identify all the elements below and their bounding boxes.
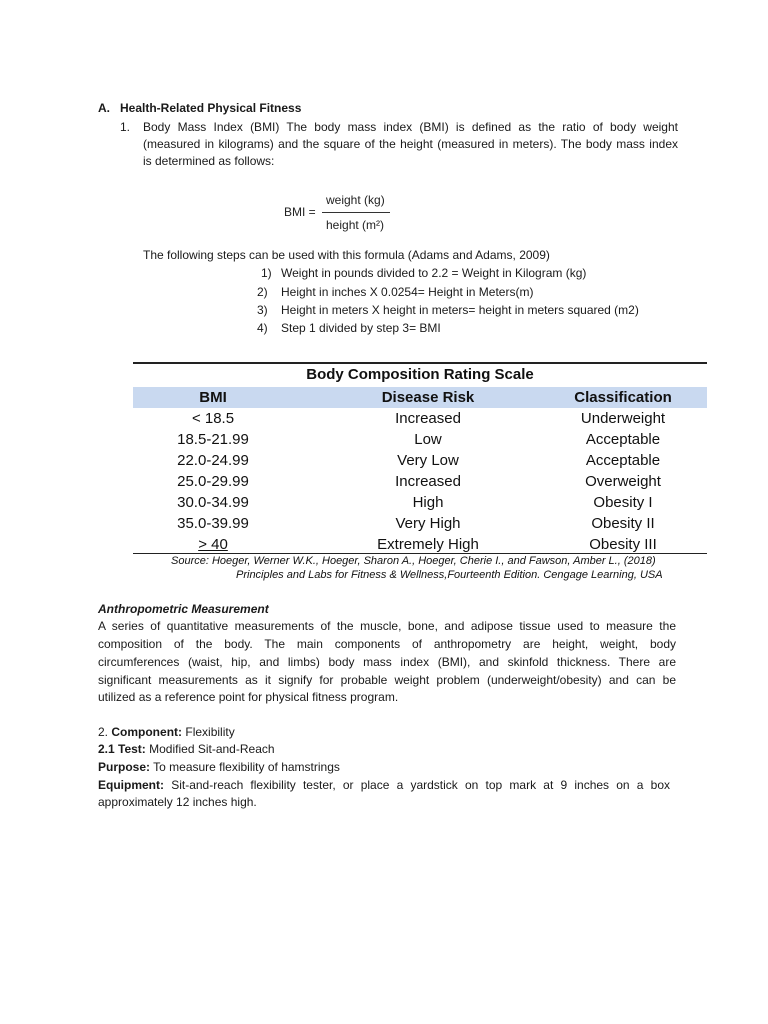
step-4-text: Step 1 divided by step 3= BMI — [281, 321, 441, 335]
table-cell-class: Obesity III — [589, 536, 657, 553]
purpose-value: To measure flexibility of hamstrings — [153, 760, 340, 774]
test-line — [98, 741, 275, 758]
table-cell-class: Underweight — [580, 410, 666, 427]
component-line — [98, 724, 235, 741]
purpose-line — [98, 759, 340, 776]
header-disease-risk: Disease Risk — [381, 389, 475, 406]
formula-numerator: weight (kg) — [326, 193, 385, 207]
step-1-text: Weight in pounds divided to 2.2 = Weight in Kilogram (kg) — [281, 266, 587, 280]
component-value: Flexibility — [185, 725, 235, 739]
table-cell-bmi: > 40 — [198, 536, 228, 553]
anthropometric-line-2: composition of the body. The main components of anthropometry are height, weight, body — [98, 637, 676, 651]
table-cell-class: Obesity II — [591, 515, 655, 532]
header-bmi: BMI — [199, 389, 227, 406]
test-value: Modified Sit-and-Reach — [149, 742, 275, 756]
step-3-text: Height in meters X height in meters= height in meters squared (m2) — [281, 303, 639, 317]
anthropometric-line-1: A series of quantitative measurements of the muscle, bone, and adipose tissue used to measure the — [98, 619, 676, 633]
test-label: 2.1 Test: — [98, 742, 146, 756]
bmi-definition-line-3: is determined as follows: — [143, 154, 275, 168]
step-2-number: 2) — [257, 285, 268, 299]
equipment-line-2: approximately 12 inches high. — [98, 795, 257, 809]
step-2-text: Height in inches X 0.0254= Height in Meters(m) — [281, 285, 534, 299]
table-cell-class: Obesity I — [593, 494, 653, 511]
table-cell-risk: Low — [414, 431, 442, 448]
table-cell-risk: Very Low — [397, 452, 459, 469]
component-prefix: 2. — [98, 725, 109, 739]
table-cell-bmi: 30.0-34.99 — [177, 494, 249, 511]
table-cell-bmi: < 18.5 — [191, 410, 235, 427]
step-1-number: 1) — [261, 266, 272, 280]
table-top-rule — [133, 362, 707, 364]
equipment-label: Equipment: — [98, 778, 164, 792]
anthropometric-line-4: significant measurements as it signify for probable weight problem (underweight/obesity) and can be — [98, 673, 676, 687]
table-cell-bmi: 18.5-21.99 — [177, 431, 249, 448]
bmi-definition-line-2: (measured in kilograms) and the square of the height (measured in meters). The body mass index — [143, 137, 678, 151]
table-cell-class: Overweight — [585, 473, 661, 490]
table-cell-risk: High — [412, 494, 444, 511]
table-cell-bmi: 25.0-29.99 — [177, 473, 249, 490]
header-classification: Classification — [574, 389, 672, 406]
step-3-number: 3) — [257, 303, 268, 317]
table-cell-risk: Very High — [395, 515, 461, 532]
table-source-line-1: Source: Hoeger, Werner W.K., Hoeger, Sharon A., Hoeger, Cherie I., and Fawson, Amber L., (2018) — [171, 555, 656, 567]
formula-denominator: height (m²) — [326, 218, 385, 232]
table-bottom-rule — [133, 553, 707, 554]
fraction-bar — [322, 212, 390, 213]
anthropometric-line-3: circumferences (waist, hip, and limbs) body mass index (BMI), and skinfold thickness. There are — [98, 655, 676, 669]
steps-intro: The following steps can be used with this formula (Adams and Adams, 2009) — [143, 248, 550, 262]
table-cell-risk: Increased — [395, 473, 461, 490]
table-cell-class: Acceptable — [585, 452, 661, 469]
purpose-label: Purpose: — [98, 760, 151, 774]
anthropometric-heading: Anthropometric Measurement — [98, 602, 269, 616]
anthropometric-line-5: utilized as a reference point for physical fitness program. — [98, 690, 399, 704]
section-label: A. — [98, 101, 110, 115]
equipment-line-1 — [98, 777, 670, 794]
table-source-line-2: Principles and Labs for Fitness & Wellness,Fourteenth Edition. Cengage Learning, USA — [236, 569, 663, 581]
table-cell-bmi: 22.0-24.99 — [177, 452, 249, 469]
step-4-number: 4) — [257, 321, 268, 335]
component-label: Component: — [111, 725, 183, 739]
table-cell-risk: Increased — [395, 410, 461, 427]
equipment-text-1: Sit-and-reach flexibility tester, or place a yardstick on top mark at 9 inches on a box — [171, 778, 670, 792]
table-cell-risk: Extremely High — [377, 536, 479, 553]
table-cell-bmi: 35.0-39.99 — [177, 515, 249, 532]
formula-lhs: BMI = — [284, 205, 316, 219]
bmi-definition-line-1: Body Mass Index (BMI) The body mass index (BMI) is defined as the ratio of body weight — [143, 120, 678, 134]
section-title: Health-Related Physical Fitness — [120, 101, 302, 115]
table-title: Body Composition Rating Scale — [306, 366, 534, 383]
item-number: 1. — [120, 120, 131, 134]
table-cell-class: Acceptable — [585, 431, 661, 448]
